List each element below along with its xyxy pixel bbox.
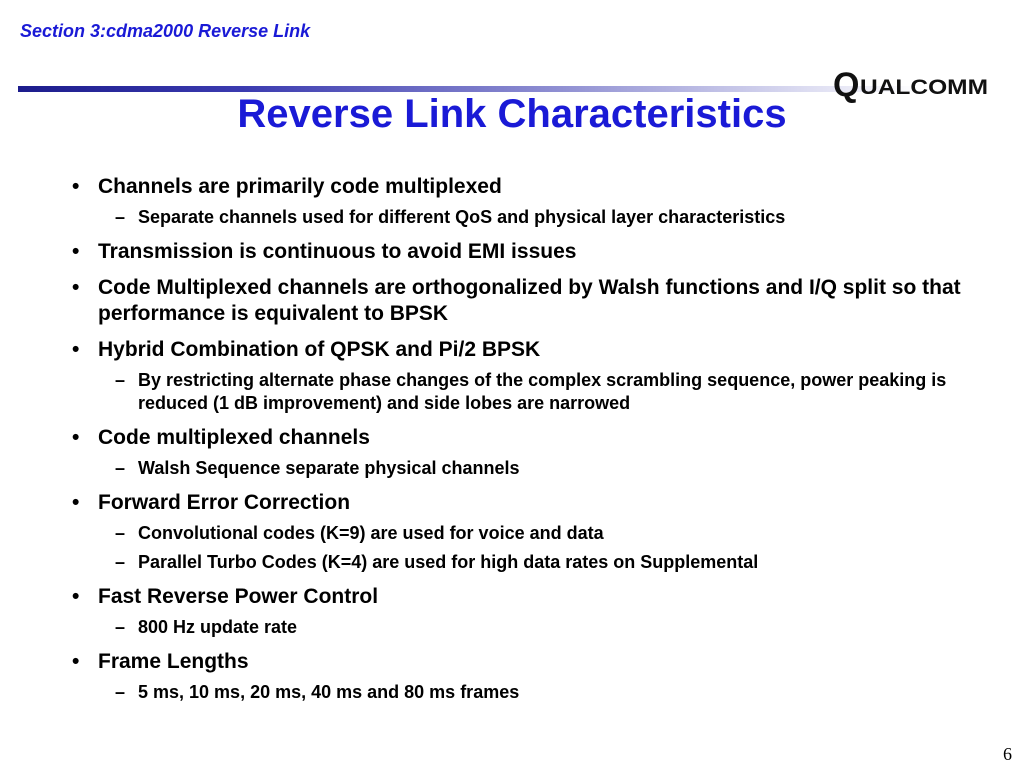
bullet-text: Code Multiplexed channels are orthogonalized by Walsh functions and I/Q split so that performance is equivalent to BPSK bbox=[98, 276, 961, 325]
bullet-item bbox=[72, 275, 972, 327]
bullet-list bbox=[72, 174, 972, 704]
bullet-marker: • bbox=[72, 338, 80, 361]
bullet-text: Fast Reverse Power Control bbox=[98, 585, 379, 608]
bullet-item bbox=[72, 425, 972, 480]
sub-bullet-item bbox=[98, 522, 972, 545]
dash-marker: – bbox=[115, 370, 126, 390]
bullet-marker: • bbox=[72, 585, 80, 608]
slide-title: Reverse Link Characteristics bbox=[237, 92, 787, 136]
bullet-marker: • bbox=[72, 491, 80, 514]
bullet-item bbox=[72, 490, 972, 574]
bullet-marker: • bbox=[72, 240, 80, 263]
bullet-text: Channels are primarily code multiplexed bbox=[98, 175, 502, 198]
bullet-item bbox=[72, 239, 972, 265]
bullet-marker: • bbox=[72, 175, 80, 198]
svg-text:Q: Q bbox=[833, 66, 860, 104]
sub-bullet-item bbox=[98, 369, 972, 415]
dash-marker: – bbox=[115, 617, 126, 637]
sub-bullet-item bbox=[98, 681, 972, 704]
sub-bullet-text: By restricting alternate phase changes of the complex scrambling sequence, power peaking is reduced (1 dB improvement) and side lobes are narrowed bbox=[138, 370, 947, 413]
sub-bullet-list bbox=[98, 369, 972, 415]
sub-bullet-text: Parallel Turbo Codes (K=4) are used for high data rates on Supplemental bbox=[138, 552, 759, 572]
dash-marker: – bbox=[115, 682, 126, 702]
sub-bullet-list bbox=[98, 206, 972, 229]
bullet-marker: • bbox=[72, 650, 80, 673]
sub-bullet-text: 800 Hz update rate bbox=[138, 617, 298, 637]
sub-bullet-list bbox=[98, 616, 972, 639]
sub-bullet-item bbox=[98, 616, 972, 639]
sub-bullet-item bbox=[98, 206, 972, 229]
bullet-text: Transmission is continuous to avoid EMI issues bbox=[98, 240, 577, 263]
sub-bullet-text: 5 ms, 10 ms, 20 ms, 40 ms and 80 ms frames bbox=[138, 682, 520, 702]
bullet-marker: • bbox=[72, 276, 80, 299]
dash-marker: – bbox=[115, 552, 126, 572]
sub-bullet-list bbox=[98, 457, 972, 480]
dash-marker: – bbox=[115, 458, 126, 478]
sub-bullet-text: Convolutional codes (K=9) are used for voice and data bbox=[138, 523, 604, 543]
bullet-text: Code multiplexed channels bbox=[98, 426, 370, 449]
sub-bullet-item bbox=[98, 457, 972, 480]
bullet-item bbox=[72, 337, 972, 415]
bullet-marker: • bbox=[72, 426, 80, 449]
bullet-item bbox=[72, 174, 972, 229]
sub-bullet-text: Walsh Sequence separate physical channels bbox=[138, 458, 520, 478]
bullet-text: Frame Lengths bbox=[98, 650, 249, 673]
bullet-text: Hybrid Combination of QPSK and Pi/2 BPSK bbox=[98, 338, 541, 361]
sub-bullet-list bbox=[98, 522, 972, 574]
sub-bullet-item bbox=[98, 551, 972, 574]
svg-text:UALCOMM: UALCOMM bbox=[860, 76, 988, 99]
dash-marker: – bbox=[115, 207, 126, 227]
dash-marker: – bbox=[115, 523, 126, 543]
sub-bullet-text: Separate channels used for different QoS and physical layer characteristics bbox=[138, 207, 786, 227]
section-label: Section 3:cdma2000 Reverse Link bbox=[20, 21, 311, 41]
bullet-item bbox=[72, 649, 972, 704]
bullet-item bbox=[72, 584, 972, 639]
page-number: 6 bbox=[1003, 744, 1012, 764]
sub-bullet-list bbox=[98, 681, 972, 704]
bullet-text: Forward Error Correction bbox=[98, 491, 351, 514]
